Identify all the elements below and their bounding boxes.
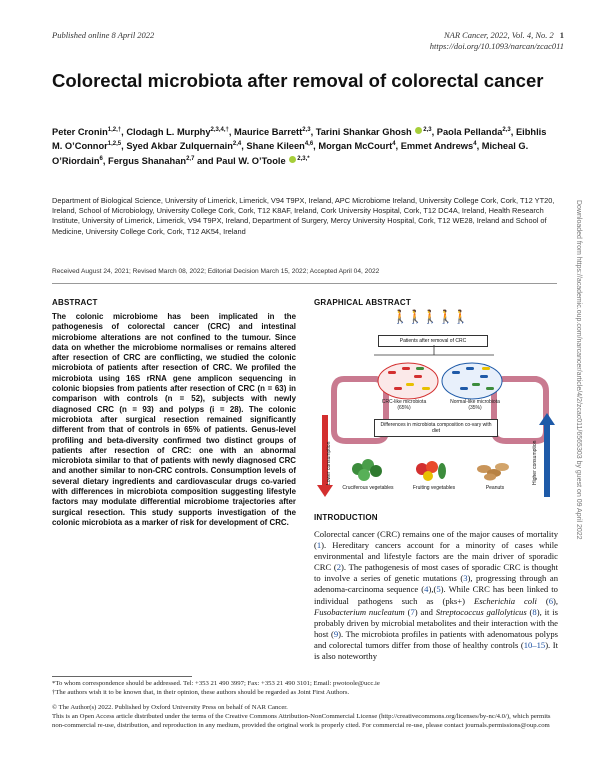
higher-consumption-label: Higher consumption	[532, 440, 538, 485]
graphical-abstract-heading: GRAPHICAL ABSTRACT	[314, 298, 411, 307]
author[interactable]: Micheal G. O’Riordain	[52, 141, 529, 166]
ref-link[interactable]: 5	[436, 584, 441, 595]
introduction-heading: INTRODUCTION	[314, 513, 378, 522]
orcid-icon[interactable]	[415, 127, 422, 134]
higher-consumption-arrow	[544, 425, 550, 497]
footnote-divider	[52, 676, 192, 677]
journal-citation: NAR Cancer, 2022, Vol. 4, No. 2	[443, 30, 554, 40]
author[interactable]: Maurice Barrett	[234, 127, 303, 138]
author-list: Peter Cronin$^{1,2,\dagger}$, Clodagh L. Murphy$^{2,3,4,\dagger}$, Maurice Barrett$^{2,3}$, Tarini Shankar Ghosh $^{2,3}$, Paola Pellanda$^{2,3}$, Eibhlis M. O’Connor$^{1,2,5}$, Syed Akbar Zulquernain$^{2,4}$, Shane Kileen$^{4,6}$, Morgan McCourt$^4$, Emmet Andrews$^4$, Micheal G. O’Riordain$^6$, Fergus Shanahan$^{2,7}$ and Paul W. O’Toole $^{2,3,*}$	[52, 127, 547, 166]
author[interactable]: Syed Akbar Zulquernain	[126, 141, 233, 152]
ref-link[interactable]: 1	[316, 540, 322, 551]
ref-link[interactable]: 10–15	[523, 639, 546, 650]
cruciferous-vegetables-icon	[352, 459, 382, 481]
peanuts-label: Peanuts	[485, 485, 505, 491]
abstract-text: The colonic microbiome has been implicated in the pathogenesis of colorectal cancer (CRC) and intestinal microbiome alterations are not confined to the tumour. Since data on whether the microbiome normalises or remains altered after resection of CRC are conflicting, we studied the colonic microbiota of patients after resection of CRC. We profiled the microbiota using 16S rRNA gene amplicon sequencing in colonic biopsies from patients after resection of CRC (n = 63) in comparison with controls (n = 52), subjects with newly diagnosed CRC (n = 93) and polyps (i = 28). The colonic microbiota after surgical resection remained significantly different from that of controls in 65% of patients. Genus-level profiling and beta-diversity confirmed two distinct groups of patients after resection of CRC: one with an abnormal microbiota similar to that of patients with newly diagnosed CRC and another similar to non-CRC controls. Consumption levels of several dietary ingredients and cardiovascular drugs co-varied with differences in microbiota composition suggesting lifestyle factors may modulate differential microbiome trajectories after surgical resection. This study supports investigation of the colonic microbiota as a marker of risk for development of CRC.	[52, 312, 296, 527]
abstract-heading: ABSTRACT	[52, 298, 98, 307]
author[interactable]: Emmet Andrews	[400, 141, 474, 152]
fruiting-vegetables-icon	[416, 461, 446, 481]
peanuts-icon	[477, 463, 509, 481]
ref-link[interactable]: 2	[336, 562, 342, 573]
normal-like-label: Normal-like microbiota (35%)	[450, 399, 500, 411]
patients-box: Patients after removal of CRC	[378, 335, 488, 347]
cruciferous-label: Cruciferous vegetables	[342, 485, 394, 491]
copyright-note: © The Author(s) 2022. Published by Oxford University Press on behalf of NAR Cancer.	[52, 704, 288, 711]
journal-header	[430, 30, 564, 52]
page-number: 1	[559, 30, 564, 40]
author[interactable]: Paul W. O’Toole	[216, 155, 286, 166]
received-dates: Received August 24, 2021; Revised March 08, 2022; Editorial Decision March 15, 2022; Accepted April 04, 2022	[52, 268, 380, 275]
ref-link[interactable]: 4	[424, 584, 429, 595]
ref-link[interactable]: 3	[463, 573, 468, 584]
differences-box: Differences in microbiota composition co-vary with diet	[374, 419, 498, 437]
ref-link[interactable]: 7	[410, 606, 415, 617]
author[interactable]: Eibhlis M. O’Connor	[52, 127, 547, 152]
introduction-text: Colorectal cancer (CRC) remains one of the major causes of mortality (1). Hereditary cancers account for a minority of cases while environmental and lifestyle factors are the main driver of sporadic CRC (2). The pathogenesis of most cases of sporadic CRC is thought to involve a series of genetic mutations (3), progressing through an adenoma-carcinoma sequence (4),(5). While CRC has been linked to individual pathogens such as (pks+) Escherichia coli (6), Fusobacterium nucleatum (7) and Streptococcus gallolyticus (8), it is probably driven by microbial metabolites and their interaction with the host (9). The microbiota profiles in patients with adenomatous polyps and colorectal tumors differ from those of healthy controls (10–15). It is also noteworthy	[314, 529, 558, 662]
author[interactable]: Fergus Shanahan	[108, 155, 187, 166]
download-sidebar: Downloaded from https://academic.oup.com/narcancer/article/4/2/zcac011/6565303 by guest on 09 April 2022	[575, 200, 582, 540]
author[interactable]: Shane Kileen	[246, 141, 305, 152]
ref-link[interactable]: 6	[548, 595, 553, 606]
author[interactable]: Peter Cronin	[52, 127, 108, 138]
patients-icon: 🚶🚶🚶🚶🚶	[392, 309, 468, 324]
joint-author-note: †The authors wish it to be known that, in their opinion, these authors should be regarded as Joint First Authors.	[52, 689, 350, 696]
ref-link[interactable]: 9	[333, 628, 339, 639]
ref-link[interactable]: 8	[532, 606, 537, 617]
divider	[52, 283, 557, 284]
author[interactable]: Clodagh L. Murphy	[126, 127, 211, 138]
author[interactable]: Morgan McCourt	[318, 141, 393, 152]
crc-like-label: CRC-like microbiota (65%)	[381, 399, 427, 411]
orcid-icon[interactable]	[289, 156, 296, 163]
license-note: This is an Open Access article distributed under the terms of the Creative Commons Attribution-NonCommercial License (http://creativecommons.org/licenses/by-nc/4.0/), which permits non-commercial re-use, distribution, and reproduction in any medium, provided the original work is properly cited. For commercial re-use, please contact journals.permissions@oup.com	[52, 713, 551, 729]
correspondence-note: *To whom correspondence should be addressed. Tel: +353 21 490 3997; Fax: +353 21 490 3101; Email: pwotoole@ucc.ie	[52, 680, 380, 687]
doi-link[interactable]: https://doi.org/10.1093/narcan/zcac011	[429, 41, 564, 51]
published-date: Published online 8 April 2022	[52, 30, 155, 40]
author[interactable]: Tarini Shankar Ghosh	[315, 127, 412, 138]
fruiting-label: Fruiting vegetables	[412, 485, 456, 491]
lower-consumption-label: Lower consumption	[326, 441, 332, 485]
affiliations: Department of Biological Science, University of Limerick, Limerick, V94 T9PX, Ireland, APC Microbiome Ireland, University College Cork, Cork, T12 YT20, Ireland, School of Microbiology, University College Cork, Cork, T12 K8AF, Ireland, Cork University Hospital, Cork, T12 DC4A, Ireland, Health Research Institute, University of Limerick, Limerick, V94 T9PX, Ireland, Department of Surgery, Mercy University Hospital, Cork, T12 WE28, Ireland and School of Medicine, University College Cork, Cork, T12 AK54, Ireland	[52, 196, 555, 236]
article-title: Colorectal microbiota after removal of colorectal cancer	[52, 70, 544, 91]
graphical-abstract-drawing	[314, 309, 558, 514]
graphical-abstract-figure	[314, 309, 558, 514]
author[interactable]: Paola Pellanda	[436, 127, 503, 138]
